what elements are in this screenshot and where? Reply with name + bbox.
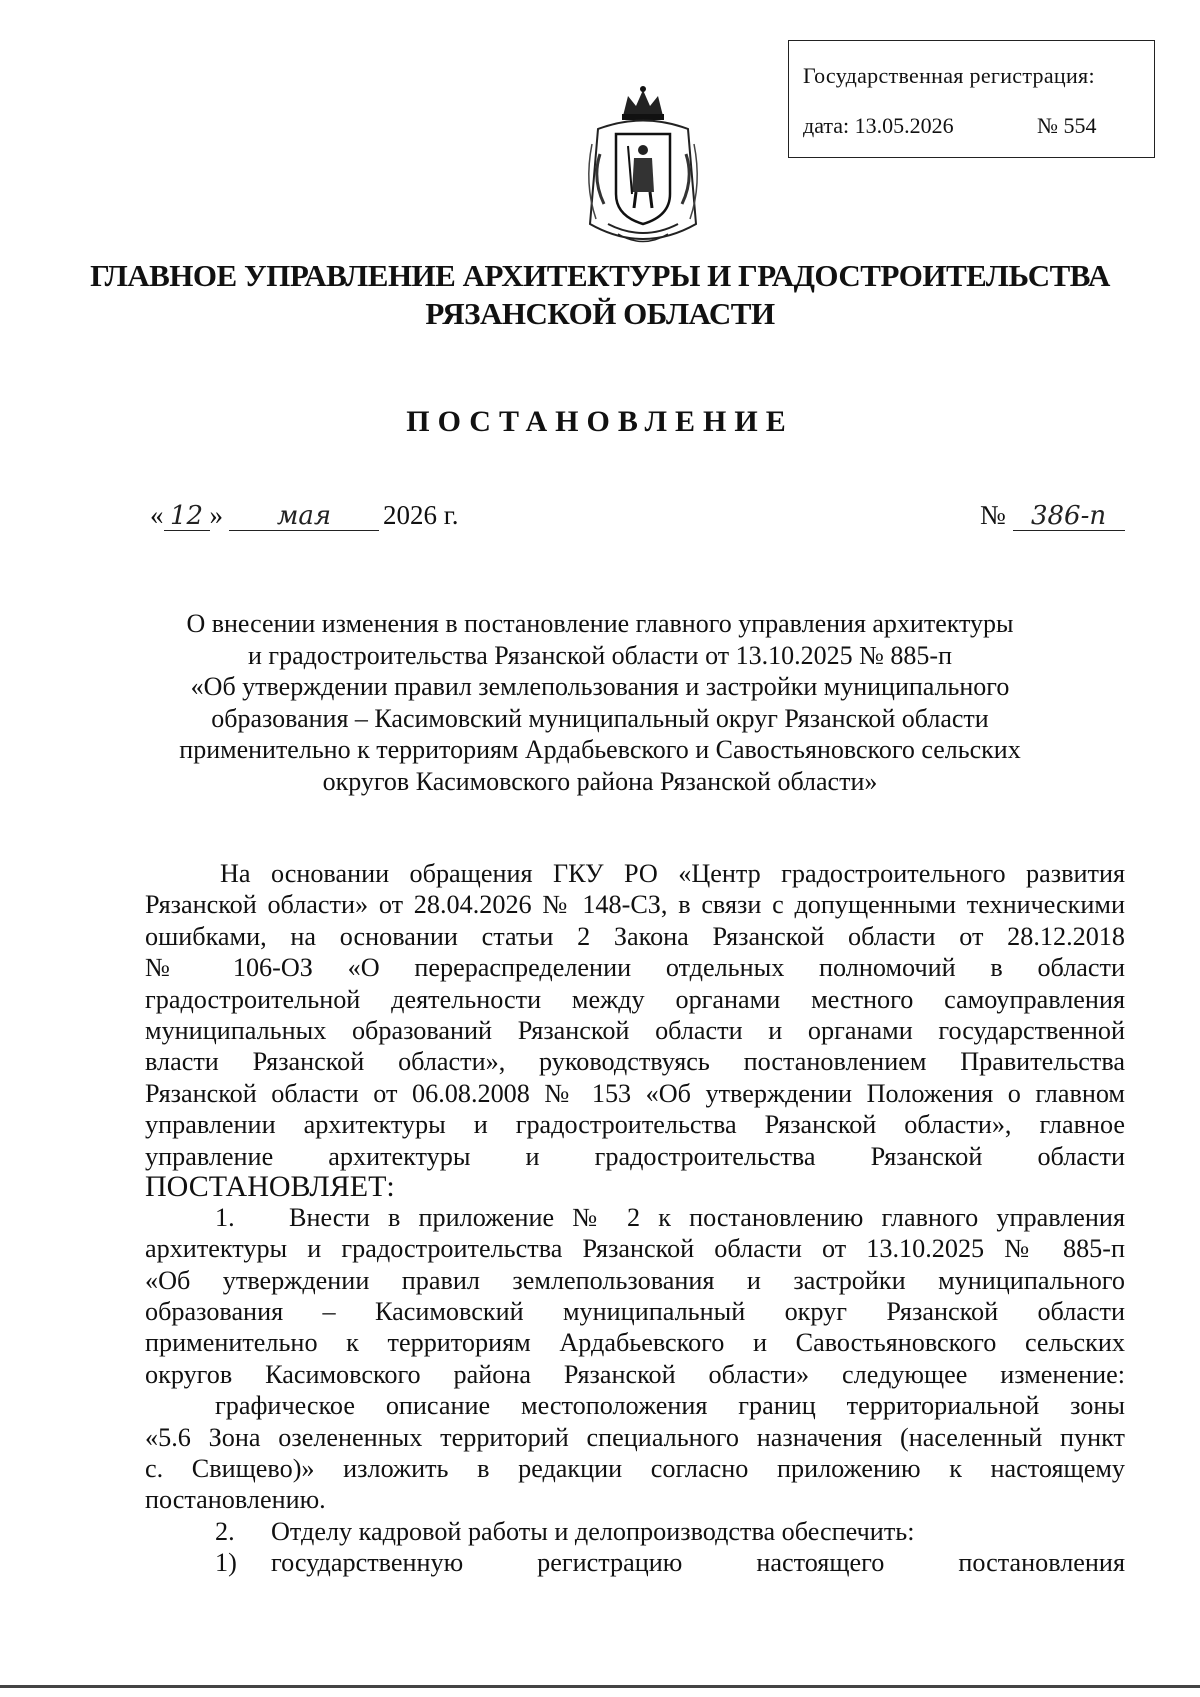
- body-line: Рязанской области от 06.08.2008 № 153 «Об утверждении Положения о главном: [145, 1078, 1125, 1108]
- body-line: градостроительной деятельности между органами местного самоуправления: [145, 984, 1125, 1014]
- body-line: власти Рязанской области», руководствуясь постановлением Правительства: [145, 1047, 1125, 1077]
- body-line: «5.6 Зона озелененных территорий специального назначения (населенный пункт: [145, 1422, 1125, 1452]
- body-line: Рязанской области» от 28.04.2026 № 148-СЗ, в связи с допущенными техническими: [145, 890, 1125, 920]
- body-line: с. Свищево)» изложить в редакции согласно приложению к настоящему: [145, 1454, 1125, 1484]
- date-month: мая: [229, 502, 379, 531]
- subitem-1: [145, 1547, 1125, 1578]
- page-bottom-rule: [0, 1685, 1200, 1688]
- subject-line: округов Касимовского района Рязанской области»: [322, 766, 878, 796]
- body-line: № 106-ОЗ «О перераспределении отдельных полномочий в области: [145, 953, 1125, 983]
- body-line: постановлению.: [145, 1485, 326, 1515]
- subject-line: и градостроительства Рязанской области от 13.10.2025 № 885-п: [248, 640, 952, 670]
- date-close-quote: »: [209, 500, 223, 530]
- body-line: графическое описание местоположения границ территориальной зоны: [215, 1391, 1125, 1421]
- document-number-label: №: [980, 500, 1006, 530]
- date-year: 2026 г.: [383, 500, 459, 530]
- date-open-quote: «: [150, 500, 164, 530]
- item-2: [145, 1516, 1125, 1547]
- body-line: ошибками, на основании статьи 2 Закона Рязанской области от 28.12.2018: [145, 921, 1125, 951]
- registration-title: Государственная регистрация:: [803, 63, 1095, 88]
- organization-name-line-1: ГЛАВНОЕ УПРАВЛЕНИЕ АРХИТЕКТУРЫ И ГРАДОСТРОИТЕЛЬСТВА: [90, 258, 1110, 293]
- document-number-value: 386-п: [1013, 502, 1125, 531]
- body-line: управление архитектуры и градостроительства Рязанской области: [145, 1141, 1125, 1171]
- document-date: [150, 500, 459, 531]
- body-line: муниципальных образований Рязанской области и органами государственной: [145, 1015, 1125, 1045]
- item-2-number: 2.: [215, 1516, 235, 1546]
- subject-line: «Об утверждении правил землепользования и застройки муниципального: [190, 672, 1010, 701]
- subitem-1-text: государственную регистрацию настоящего постановления: [271, 1548, 1125, 1578]
- document-number: [980, 500, 1125, 531]
- body-line: образования – Касимовский муниципальный округ Рязанской области: [145, 1297, 1125, 1327]
- date-day: 12: [164, 502, 210, 531]
- subject-line: образования – Касимовский муниципальный округ Рязанской области: [211, 703, 989, 733]
- organization-name-line-2: РЯЗАНСКОЙ ОБЛАСТИ: [425, 296, 775, 331]
- document-type-title: ПОСТАНОВЛЕНИЕ: [406, 405, 794, 438]
- subject-line: применительно к территориям Ардабьевского и Савостьяновского сельских: [179, 735, 1021, 764]
- registration-stamp: [788, 40, 1155, 158]
- item-1-text: Внести в приложение № 2 к постановлению главного управления: [289, 1202, 1125, 1232]
- body-line: округов Касимовского района Рязанской области» следующее изменение:: [145, 1359, 1125, 1389]
- body-line: На основании обращения ГКУ РО «Центр градостроительного развития: [220, 859, 1125, 888]
- body-line: «Об утверждении правил землепользования и застройки муниципального: [145, 1265, 1125, 1295]
- subitem-1-number: 1): [215, 1548, 237, 1578]
- item-1-first-line: [145, 1202, 1125, 1233]
- registration-date: дата: 13.05.2026: [803, 113, 954, 138]
- registration-number: № 554: [1037, 113, 1097, 138]
- body-line: архитектуры и градостроительства Рязанской области от 13.10.2025 № 885-п: [145, 1234, 1125, 1264]
- document-subject: [140, 608, 1060, 797]
- item-1-number: 1.: [215, 1202, 235, 1232]
- ryazan-coat-of-arms-icon: [578, 84, 708, 254]
- subject-line: О внесении изменения в постановление главного управления архитектуры: [186, 609, 1014, 638]
- document-body: [145, 858, 1125, 1579]
- body-line: управлении архитектуры и градостроительства Рязанской области», главное: [145, 1110, 1125, 1140]
- item-2-text: Отделу кадровой работы и делопроизводства обеспечить:: [271, 1516, 915, 1546]
- postanovlyaet-label: ПОСТАНОВЛЯЕТ:: [145, 1169, 395, 1203]
- body-line: применительно к территориям Ардабьевского и Савостьяновского сельских: [145, 1328, 1125, 1358]
